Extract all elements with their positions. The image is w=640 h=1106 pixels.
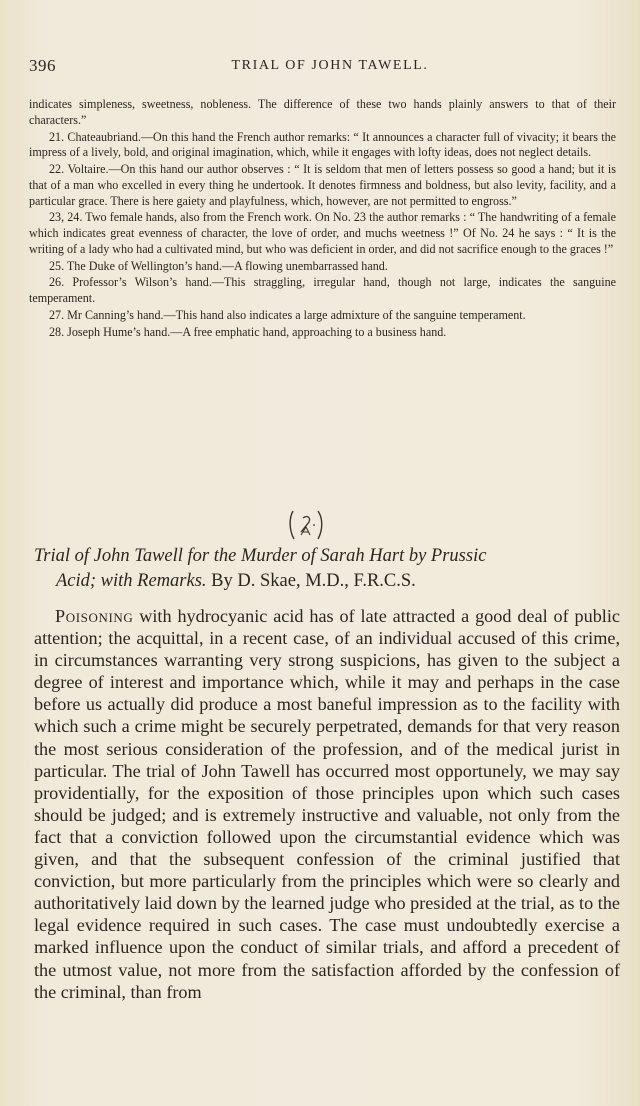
paragraph [34, 605, 620, 1003]
handwriting-notes [29, 97, 616, 340]
paragraph: 27. Mr Canning’s hand.—This hand also indicates a large admixture of the sanguine temperament. [49, 307, 526, 322]
handwritten-mark [287, 508, 327, 542]
running-title: TRIAL OF JOHN TAWELL. [231, 58, 429, 73]
paragraph: 28. Joseph Hume’s hand.—A free emphatic hand, approaching to a business hand. [49, 324, 447, 339]
paragraph: 22. Voltaire.—On this hand our author observes : “ It is seldom that men of letters possess so good a hand; but it is that of a man who excelled in every thing he undertook. It denotes firmness and boldness, but also levity, facility, and a particular grace. There is here gaiety and playfulness, which, however, are not permitted to engross.” [29, 162, 616, 208]
page-number: 396 [29, 56, 56, 75]
review-body [34, 605, 620, 1003]
review-title-continued: Acid; with Remarks. [56, 571, 207, 591]
paragraph: 25. The Duke of Wellington’s hand.—A flowing unembarrassed hand. [49, 258, 388, 273]
paragraph: 21. Chateaubriand.—On this hand the French author remarks: “ It announces a character full of vivacity; it bears the impress of a lively, bold, and original imagination, which, while it engages with lofty ideas, does not neglect details. [29, 129, 616, 160]
running-header [0, 56, 640, 80]
review-title: Trial of John Tawell for the Murder of Sarah Hart by Prussic [34, 546, 487, 566]
review-heading [34, 544, 620, 594]
paragraph-text: with hydrocyanic acid has of late attracted a good deal of public attention; the acquittal, in a recent case, of an individual accused of this crime, in circumstances warranting very strong suspicions, has given to the subject a degree of interest and importance which, while it may and perhaps in the case before us actually did produce a most baneful impression as to the facility with which such a crime might be securely perpetrated, demands for that very reason the most serious consideration of the profession, and of the medical jurist in particular. The trial of John Tawell has occurred most opportunely, we may say providentially, for the exposition of those principles upon which such cases should be judged; and is extremely instructive and valuable, not only from the fact that a conviction followed upon the circumstantial evidence which was given, and that the subsequent confession of the criminal justified that conviction, but more particularly from the principles which were so clearly and authoritatively laid down by the learned judge who presided at the trial, as to the legal evidence required in such cases. The case must undoubtedly exercise a marked influence upon the conduct of similar trials, and afford a precedent of the utmost value, not more from the satisfaction afforded by the confession of the criminal, than from [34, 606, 620, 1002]
paragraph: 23, 24. Two female hands, also from the French work. On No. 23 the author remarks : “ The handwriting of a female which indicates great evenness of character, the love of order, and muchs weetness !” Of No. 24 he says : “ It is the writing of a lady who had a cultivated mind, but who was deficient in order, and did not sacrifice enough to the graces !” [29, 210, 616, 256]
review-byline: By D. Skae, M.D., F.R.C.S. [211, 571, 416, 591]
opening-word: Poisoning [55, 606, 134, 626]
paragraph: indicates simpleness, sweetness, nobleness. The difference of these two hands plainly answers to that of their characters.” [29, 97, 616, 127]
paragraph: 26. Professor’s Wilson’s hand.—This straggling, irregular hand, though not large, indicates the sanguine temperament. [29, 275, 616, 305]
